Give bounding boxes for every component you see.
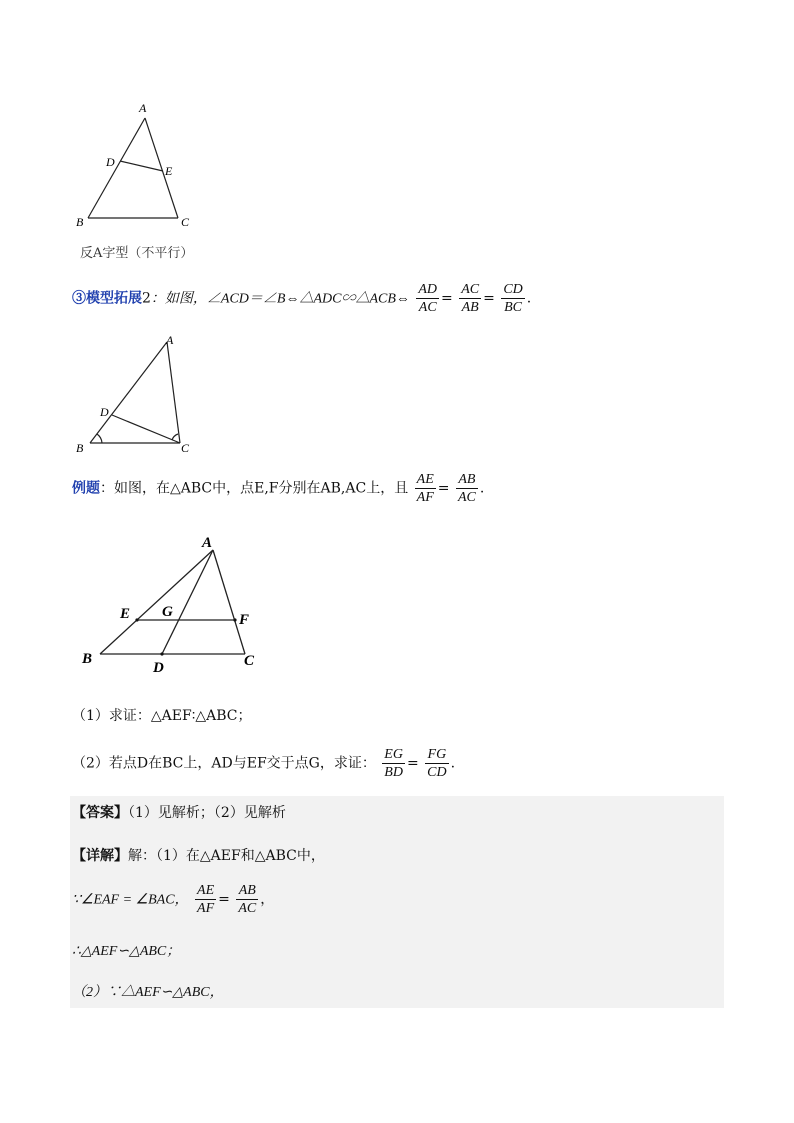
- label-c: C: [181, 441, 190, 455]
- question-2: （2）若点D在BC上，AD与EF交于点G，求证： $\frac{EG}{BD}$ = $\frac{FG}{CD}$ .: [72, 747, 456, 780]
- answer-tag: 【答案】: [72, 805, 128, 821]
- segment-ab: [88, 118, 145, 218]
- label-d: D: [153, 660, 164, 676]
- segment-ab: [90, 342, 167, 443]
- label-e: E: [165, 164, 173, 178]
- fraction-ae-af-detail: $\frac{AE}{AF}$: [197, 883, 215, 916]
- label-b: B: [82, 651, 93, 667]
- model-extension-line: ③模型拓展2：如图，∠ACD＝∠B⇔△ADC∽△ACB⇔ $\frac{AD}{AC}$ = $\frac{AC}{AB}$ = $\frac{CD}{BC}$ .: [72, 282, 532, 315]
- label-c: C: [244, 653, 255, 669]
- segment-dc: [112, 415, 180, 443]
- angle-mark-b: [97, 434, 102, 443]
- angle-mark-c: [172, 434, 178, 440]
- model-extension-text: ：如图，∠ACD＝∠B⇔△ADC∽△ACB⇔: [150, 291, 410, 307]
- detail-line-3: ∴△AEF∽△ABC；: [72, 944, 181, 959]
- detail-line-4: （2）∵△AEF∽△ABC，: [72, 985, 224, 1000]
- segment-ab: [100, 550, 213, 654]
- label-e: E: [120, 606, 131, 622]
- detail-text: 解：（1）在△AEF和△ABC中，: [128, 848, 325, 864]
- fraction-ad-ac: $\frac{AD}{AC}$: [418, 282, 438, 315]
- model-extension-title: ③模型拓展: [72, 290, 142, 307]
- figure-model-extension: [70, 330, 210, 460]
- example-line: 例题：如图，在△ABC中，点E,F分别在AB,AC上，且 $\frac{AE}{AF}$ = $\frac{AB}{AC}$ .: [72, 472, 485, 505]
- figure-example: [78, 530, 268, 680]
- label-d: D: [100, 405, 109, 419]
- question-1: （1）求证：△AEF∶△ABC；: [72, 708, 252, 724]
- detail-line-2: ∵∠EAF = ∠BAC， $\frac{AE}{AF}$ = $\frac{AB}{AC}$ ，: [72, 883, 275, 916]
- segment-ad: [162, 550, 213, 654]
- label-d: D: [106, 155, 115, 169]
- figure-caption: 反A字型（不平行）: [80, 246, 194, 261]
- answer-text: （1）见解析；（2）见解析: [128, 805, 286, 821]
- point-f: [233, 618, 236, 621]
- label-g: G: [162, 604, 173, 620]
- model-extension-num: 2: [142, 290, 151, 307]
- label-c: C: [181, 215, 190, 229]
- segment-de: [120, 161, 163, 171]
- segment-ac: [167, 342, 180, 443]
- label-a: A: [139, 101, 147, 115]
- detail-tag: 【详解】: [72, 848, 128, 864]
- fraction-ab-ac: $\frac{AB}{AC}$: [457, 472, 476, 505]
- fraction-ae-af: $\frac{AE}{AF}$: [416, 472, 434, 505]
- label-a: A: [166, 333, 174, 347]
- point-d: [160, 652, 163, 655]
- fraction-cd-bc: $\frac{CD}{BC}$: [503, 282, 523, 315]
- point-e: [135, 618, 138, 621]
- fraction-ab-ac-detail: $\frac{AB}{AC}$: [238, 883, 257, 916]
- segment-ac: [213, 550, 245, 654]
- label-b: B: [76, 215, 84, 229]
- fraction-eg-bd: $\frac{EG}{BD}$: [384, 747, 403, 780]
- example-title: 例题: [72, 480, 100, 497]
- label-b: B: [76, 441, 84, 455]
- fraction-fg-cd: $\frac{FG}{CD}$: [427, 747, 447, 780]
- detail-line-1: [72, 846, 325, 866]
- label-f: F: [239, 612, 250, 628]
- example-text: ：如图，在△ABC中，点E,F分别在AB,AC上，且: [100, 480, 409, 497]
- label-a: A: [202, 535, 213, 551]
- answer-line: [72, 803, 286, 823]
- fraction-ac-ab: $\frac{AC}{AB}$: [461, 282, 480, 315]
- figure-reverse-a-shape: [70, 98, 210, 238]
